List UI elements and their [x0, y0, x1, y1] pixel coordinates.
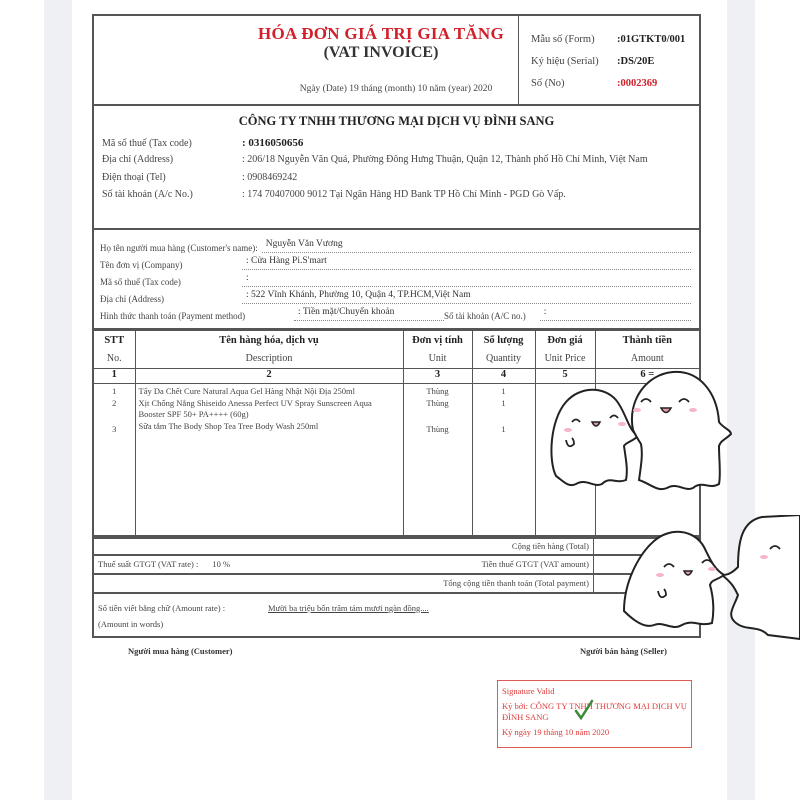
invoice-date: Ngày (Date) 19 tháng (month) 10 năm (year) 2020 [299, 84, 493, 94]
buyer-customer-name: Họ tên người mua hàng (Customer's name): Nguyễn Văn Vương [100, 236, 691, 253]
signature-signed-by: Ký bởi: CÔNG TY TNHH THƯƠNG MẠI DỊCH VỤ ĐÌNH SANG [502, 701, 687, 722]
buyer-section [92, 230, 701, 330]
table-row: 3 [112, 423, 117, 434]
signature-date: Ký ngày 19 tháng 10 năm 2020 [502, 727, 610, 737]
seller-tax-code: Mã số thuế (Tax code) : 0316050656 [102, 137, 304, 149]
total-row: Cộng tiền hàng (Total) [92, 537, 701, 556]
seller-signer-label: Người bán hàng (Seller) [579, 645, 667, 656]
seller-company-name: CÔNG TY TNHH THƯƠNG MẠI DỊCH VỤ ĐÌNH SANG [238, 114, 555, 128]
table-column-numbers: 1 2 3 4 5 6 = [93, 369, 700, 384]
buyer-address: Địa chỉ (Address) : 522 Vĩnh Khánh, Phường 10, Quận 4, TP.HCM,Việt Nam [100, 287, 691, 304]
ghost-sticker-icon [546, 380, 638, 488]
col-unit: Thùng Thùng Thùng [403, 384, 472, 536]
ghost-sticker-icon [722, 515, 800, 640]
invoice-title-en: (VAT INVOICE) [323, 44, 439, 61]
meta-number: Số (No) :0002369 [531, 77, 658, 89]
meta-form: Mẫu số (Form) :01GTKT0/001 [531, 33, 686, 45]
table-row: 1 [112, 386, 117, 396]
invoice-meta [519, 16, 699, 104]
col-description: Tẩy Da Chết Cure Natural Aqua Gel Hàng Nhật Nội Địa 250ml Xịt Chống Nắng Shiseido Anessa Perfect UV Spray Sunscreen Aqua Booster SPF 50+ PA++++ (60g) Sữa tắm The Body Shop Tea Tree Body Wash 250ml [135, 384, 403, 536]
table-header-en: No. Description Unit Quantity Unit Price Amount [93, 350, 700, 369]
checkmark-icon [573, 699, 595, 721]
seller-tel: Điện thoại (Tel) : 0908469242 [102, 172, 298, 183]
col-no [93, 384, 135, 536]
amount-in-words: Số tiền viết bằng chữ (Amount rate) : Mười ba triệu bốn trăm tám mươi ngàn đồng.... (Amount in words) [92, 594, 701, 638]
col-quantity: 1 1 1 [472, 384, 535, 536]
customer-signer-label: Người mua hàng (Customer) [128, 645, 233, 656]
vat-invoice-document [92, 14, 701, 656]
buyer-tax-code: Mã số thuế (Tax code) : [100, 270, 691, 287]
seller-section [92, 106, 701, 230]
table-header-vn: STT Tên hàng hóa, dịch vụ Đơn vị tính Số lượng Đơn giá Thành tiền [93, 331, 700, 350]
amount-in-words-value: Mười ba triệu bốn trăm tám mươi ngàn đồng.... [268, 602, 429, 613]
signature-status: Signature Valid [502, 686, 555, 696]
vat-rate-value: 10 % [212, 559, 231, 569]
invoice-header [92, 14, 701, 106]
buyer-company: Tên đơn vị (Company) : Cửa Hàng Pi.S'mart [100, 253, 691, 270]
meta-serial: Ký hiệu (Serial) :DS/20E [531, 55, 655, 67]
total-payment-row: Tổng cộng tiền thanh toán (Total payment) [92, 575, 701, 594]
seller-account: Số tài khoản (A/c No.) : 174 70407000 9012 Tại Ngân Hàng HD Bank TP Hồ Chí Minh - PGD Gò Vấp. [102, 189, 566, 200]
signers-row [92, 646, 701, 656]
invoice-title-vn: HÓA ĐƠN GIÁ TRỊ GIA TĂNG [257, 24, 505, 43]
digital-signature-box [497, 680, 692, 748]
vat-row: Thuế suất GTGT (VAT rate) : 10 % Tiền thuế GTGT (VAT amount) [92, 556, 701, 575]
table-row: 2 [112, 397, 117, 408]
ghost-sticker-icon [627, 370, 732, 492]
buyer-payment-method: Hình thức thanh toán (Payment method) : Tiền mặt/Chuyển khoản Số tài khoản (A/C no.) : [100, 304, 691, 321]
left-margin-strip [44, 0, 72, 800]
seller-address: Địa chỉ (Address) : 206/18 Nguyễn Văn Quá, Phường Đông Hưng Thuận, Quận 12, Thành phố Hồ Chí Minh, Việt Nam [102, 154, 648, 165]
